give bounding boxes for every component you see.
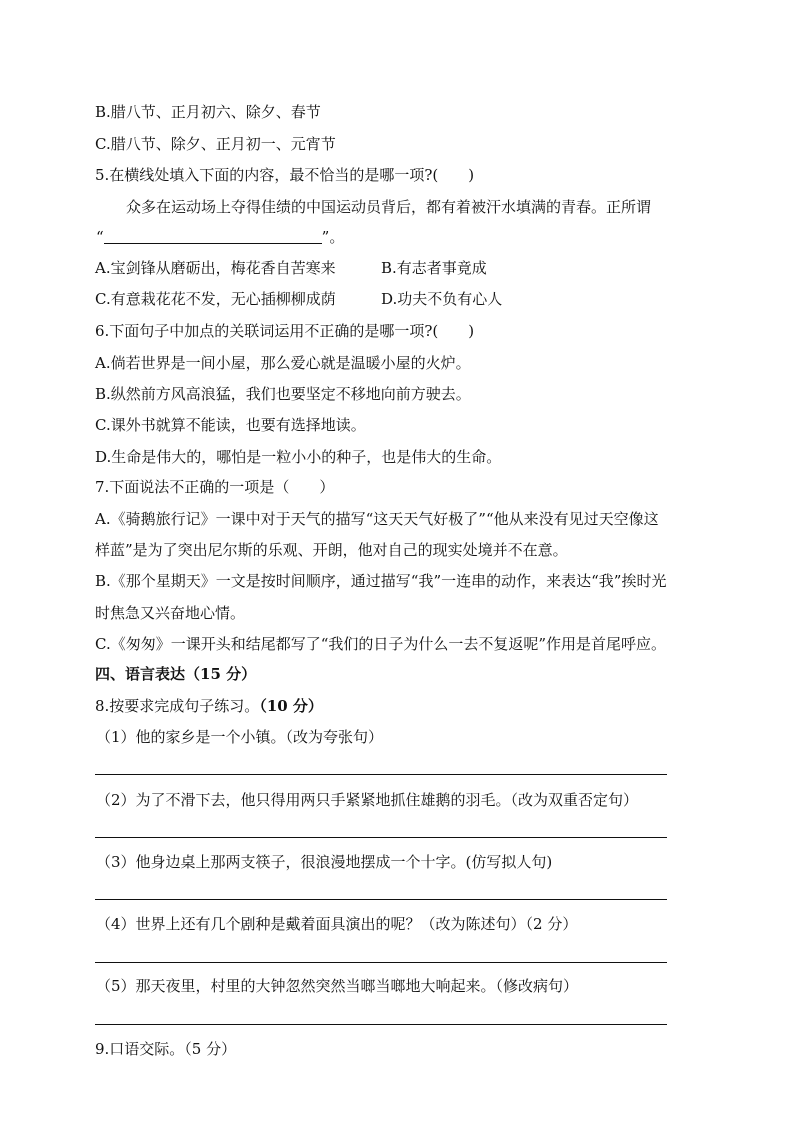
answer-line-1[interactable] [95, 774, 667, 775]
q7-option-c: C.《匆匆》一课开头和结尾都写了“我们的日子为什么一去不复返呢”作用是首尾呼应。 [95, 635, 667, 653]
q8-item-3: （3）他身边桌上那两支筷子，很浪漫地摆成一个十字。(仿写拟人句) [96, 853, 553, 871]
q8-item-5: （5）那天夜里，村里的大钟忽然突然当啷当啷地大响起来。（修改病句） [96, 977, 579, 995]
q6-option-b: B.纵然前方风高浪猛，我们也要坚定不移地向前方驶去。 [95, 385, 471, 403]
q9-stem: 9.口语交际。（5 分） [95, 1040, 237, 1058]
q8-stem [95, 696, 323, 716]
q6-option-a: A.倘若世界是一间小屋，那么爱心就是温暖小屋的火炉。 [95, 354, 471, 372]
q7-stem: 7.下面说法不正确的一项是（ ） [95, 478, 335, 496]
q7-option-a-line1: A.《骑鹅旅行记》一课中对于天气的描写“这天天气好极了”“他从来没有见过天空像这 [95, 510, 659, 528]
q8-item-2: （2）为了不滑下去，他只得用两只手紧紧地抓住雄鹅的羽毛。（改为双重否定句） [96, 791, 639, 809]
q7-option-b-line1: B.《那个星期天》一文是按时间顺序，通过描写“我”一连串的动作，来表达“我”挨时光 [95, 572, 667, 590]
q8-item-4: （4）世界上还有几个剧种是戴着面具演出的呢？（改为陈述句）（2 分） [96, 915, 578, 933]
q4-option-b: B.腊八节、正月初六、除夕、春节 [95, 103, 321, 121]
q8-stem-text: 8.按要求完成句子练习。 [95, 697, 260, 715]
q7-option-a-line2: 样蓝”是为了突出尼尔斯的乐观、开朗，他对自己的现实处境并不在意。 [95, 541, 568, 559]
q5-option-c: C.有意栽花花不发，无心插柳柳成荫 [95, 290, 336, 308]
q4-option-c: C.腊八节、除夕、正月初一、元宵节 [95, 135, 336, 153]
answer-line-2[interactable] [95, 837, 667, 838]
q5-fill-line [96, 227, 344, 247]
quote-open: “ [96, 228, 104, 246]
q7-option-b-line2: 时焦急又兴奋地心情。 [95, 604, 246, 622]
q6-stem: 6.下面句子中加点的关联词运用不正确的是哪一项?( ) [95, 322, 475, 340]
section-title: 四、语言表达（15 分） [95, 665, 257, 683]
q8-item-1: （1）他的家乡是一个小镇。（改为夸张句） [96, 728, 384, 746]
q8-points: （10 分） [259, 697, 323, 715]
q5-option-a: A.宝剑锋从磨砺出，梅花香自苦寒来 [95, 259, 336, 277]
q5-option-d: D.功夫不负有心人 [381, 290, 503, 308]
q5-stem: 5.在横线处填入下面的内容，最不恰当的是哪一项?( ) [95, 166, 475, 184]
quote-close: ”。 [321, 228, 345, 246]
answer-line-5[interactable] [95, 1024, 667, 1025]
q6-option-d: D.生命是伟大的，哪怕是一粒小小的种子，也是伟大的生命。 [95, 448, 502, 466]
q6-option-c: C.课外书就算不能读，也要有选择地读。 [95, 416, 366, 434]
answer-line-3[interactable] [95, 899, 667, 900]
fill-blank[interactable] [104, 229, 322, 244]
answer-line-4[interactable] [95, 962, 667, 963]
q5-option-b: B.有志者事竟成 [381, 259, 487, 277]
q5-passage: 众多在运动场上夺得佳绩的中国运动员背后，都有着被汗水填满的青春。正所谓 [126, 198, 652, 216]
